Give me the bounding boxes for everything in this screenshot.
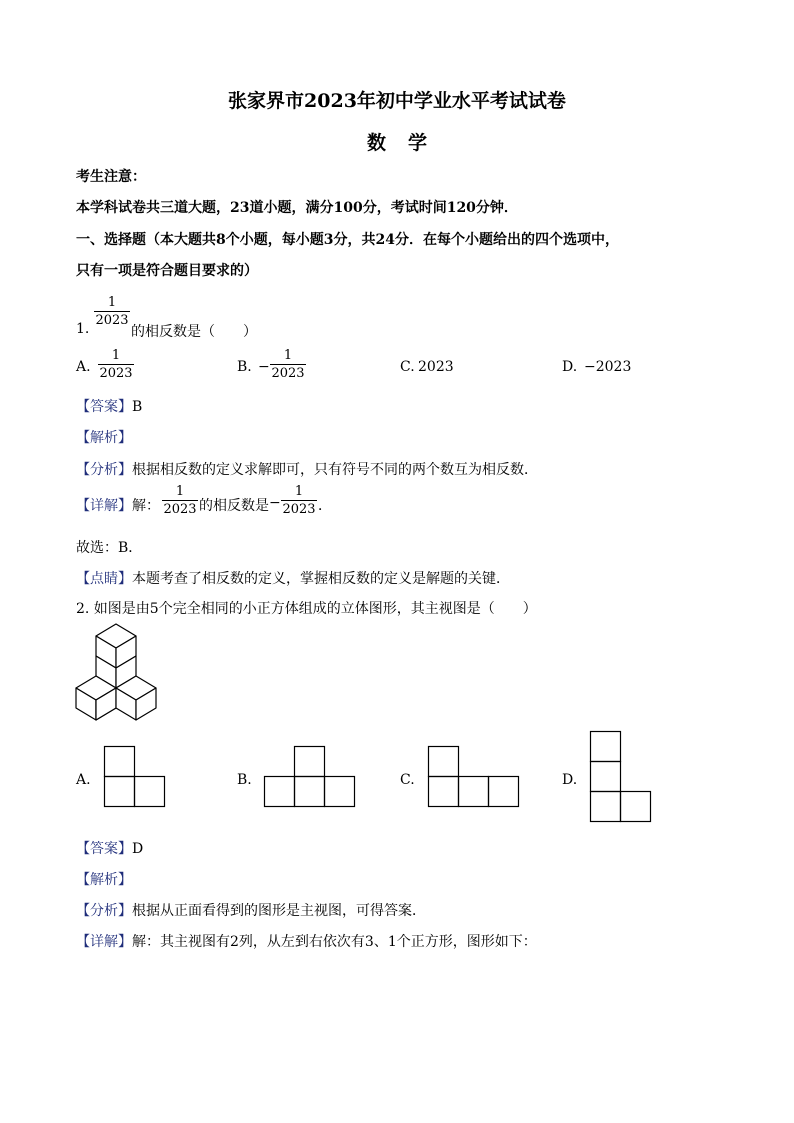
q2-answer-line <box>76 838 143 858</box>
q2-option-d-label: D. <box>562 772 578 788</box>
q2-option-d-figure <box>590 731 652 824</box>
q1-fraction <box>94 294 130 329</box>
q1-xiangjie-num-2: 1 <box>294 484 304 499</box>
q1-fenxi: 根据相反数的定义求解即可，只有符号不同的两个数互为相反数． <box>132 462 538 478</box>
q1-dianjing-line <box>76 568 510 588</box>
q1-option-b-num: 1 <box>283 348 293 363</box>
subject-title: 数学 <box>366 132 449 154</box>
q2-option-c-label: C. <box>400 772 415 788</box>
q1-xiangjie-den-2: 2023 <box>282 502 316 517</box>
q2-answer-tag: 【答案】 <box>76 841 132 857</box>
q1-answer: B <box>132 399 143 415</box>
q1-fraction-num: 1 <box>107 295 117 310</box>
q2-fenxi: 根据从正面看得到的图形是主视图，可得答案． <box>132 903 426 919</box>
q2-analysis-tag: 【解析】 <box>76 872 132 888</box>
q1-option-b-label: B. <box>237 359 252 375</box>
q2-option-b-figure <box>264 746 357 808</box>
q1-option-a-fraction <box>98 347 134 382</box>
q1-option-a-den: 2023 <box>99 366 133 381</box>
q1-xiangjie-end: ． <box>318 498 332 514</box>
q1-xiangjie-pre: 解： <box>132 498 160 514</box>
q1-option-c-value: 2023 <box>418 359 454 375</box>
q1-dianjing: 本题考查了相反数的定义，掌握相反数的定义是解题的关键． <box>132 571 510 587</box>
q1-fenxi-tag: 【分析】 <box>76 462 132 478</box>
q1-xiangjie-mid: 的相反数是 <box>199 498 269 514</box>
q2-xiangjie-line <box>76 931 537 951</box>
q2-option-b-label: B. <box>237 772 252 788</box>
q1-analysis-tag: 【解析】 <box>76 430 132 446</box>
q1-fraction-den: 2023 <box>95 313 129 328</box>
q2-xiangjie: 解：其主视图有2列，从左到右依次有3、1个正方形，图形如下： <box>132 934 537 950</box>
q2-fenxi-tag: 【分析】 <box>76 903 132 919</box>
notice-label: 考生注意： <box>76 169 146 185</box>
q1-xiangjie-num-1: 1 <box>175 484 185 499</box>
q1-xiangjie-fraction-1 <box>162 483 198 518</box>
q1-option-b-sign: − <box>258 359 270 375</box>
q1-answer-line <box>76 396 142 416</box>
q1-option-d-label: D. <box>562 359 578 375</box>
q2-option-c-figure <box>428 746 521 808</box>
q1-option-a-label: A. <box>76 359 91 375</box>
notice-text: 本学科试卷共三道大题，23道小题，满分100分，考试时间120分钟． <box>76 200 518 216</box>
q1-option-b-fraction <box>270 347 306 382</box>
q1-option-c-label: C. <box>400 359 415 375</box>
q2-cube-figure <box>76 624 166 724</box>
q1-conclusion: 故选：B． <box>76 540 143 556</box>
q1-xiangjie-tag: 【详解】 <box>76 498 132 514</box>
q1-option-a-num: 1 <box>111 348 121 363</box>
q1-dianjing-tag: 【点睛】 <box>76 571 132 587</box>
q2-fenxi-line <box>76 900 426 920</box>
page-title: 张家界市2023年初中学业水平考试试卷 <box>228 90 566 112</box>
q1-xiangjie-fraction-2 <box>281 483 317 518</box>
q2-option-a-figure <box>104 746 166 808</box>
q1-xiangjie-line <box>76 495 160 515</box>
q1-option-d-value: −2023 <box>584 359 632 375</box>
q1-stem: 的相反数是（ ） <box>131 324 257 340</box>
q2-stem: 2. 如图是由5个完全相同的小正方体组成的立体图形，其主视图是（ ） <box>76 601 537 617</box>
section1-heading: 一、选择题（本大题共8个小题，每小题3分，共24分．在每个小题给出的四个选项中， <box>76 232 619 248</box>
q1-fenxi-line <box>76 459 538 479</box>
q1-xiangjie-sign: − <box>269 495 281 511</box>
q1-xiangjie-den-1: 2023 <box>163 502 197 517</box>
q1-option-b-den: 2023 <box>271 366 305 381</box>
q1-answer-tag: 【答案】 <box>76 399 132 415</box>
q2-xiangjie-tag: 【详解】 <box>76 934 132 950</box>
section1-heading-cont: 只有一项是符合题目要求的） <box>76 263 258 279</box>
q1-number: 1. <box>76 321 90 337</box>
q2-answer: D <box>132 841 144 857</box>
q2-option-a-label: A. <box>76 772 91 788</box>
